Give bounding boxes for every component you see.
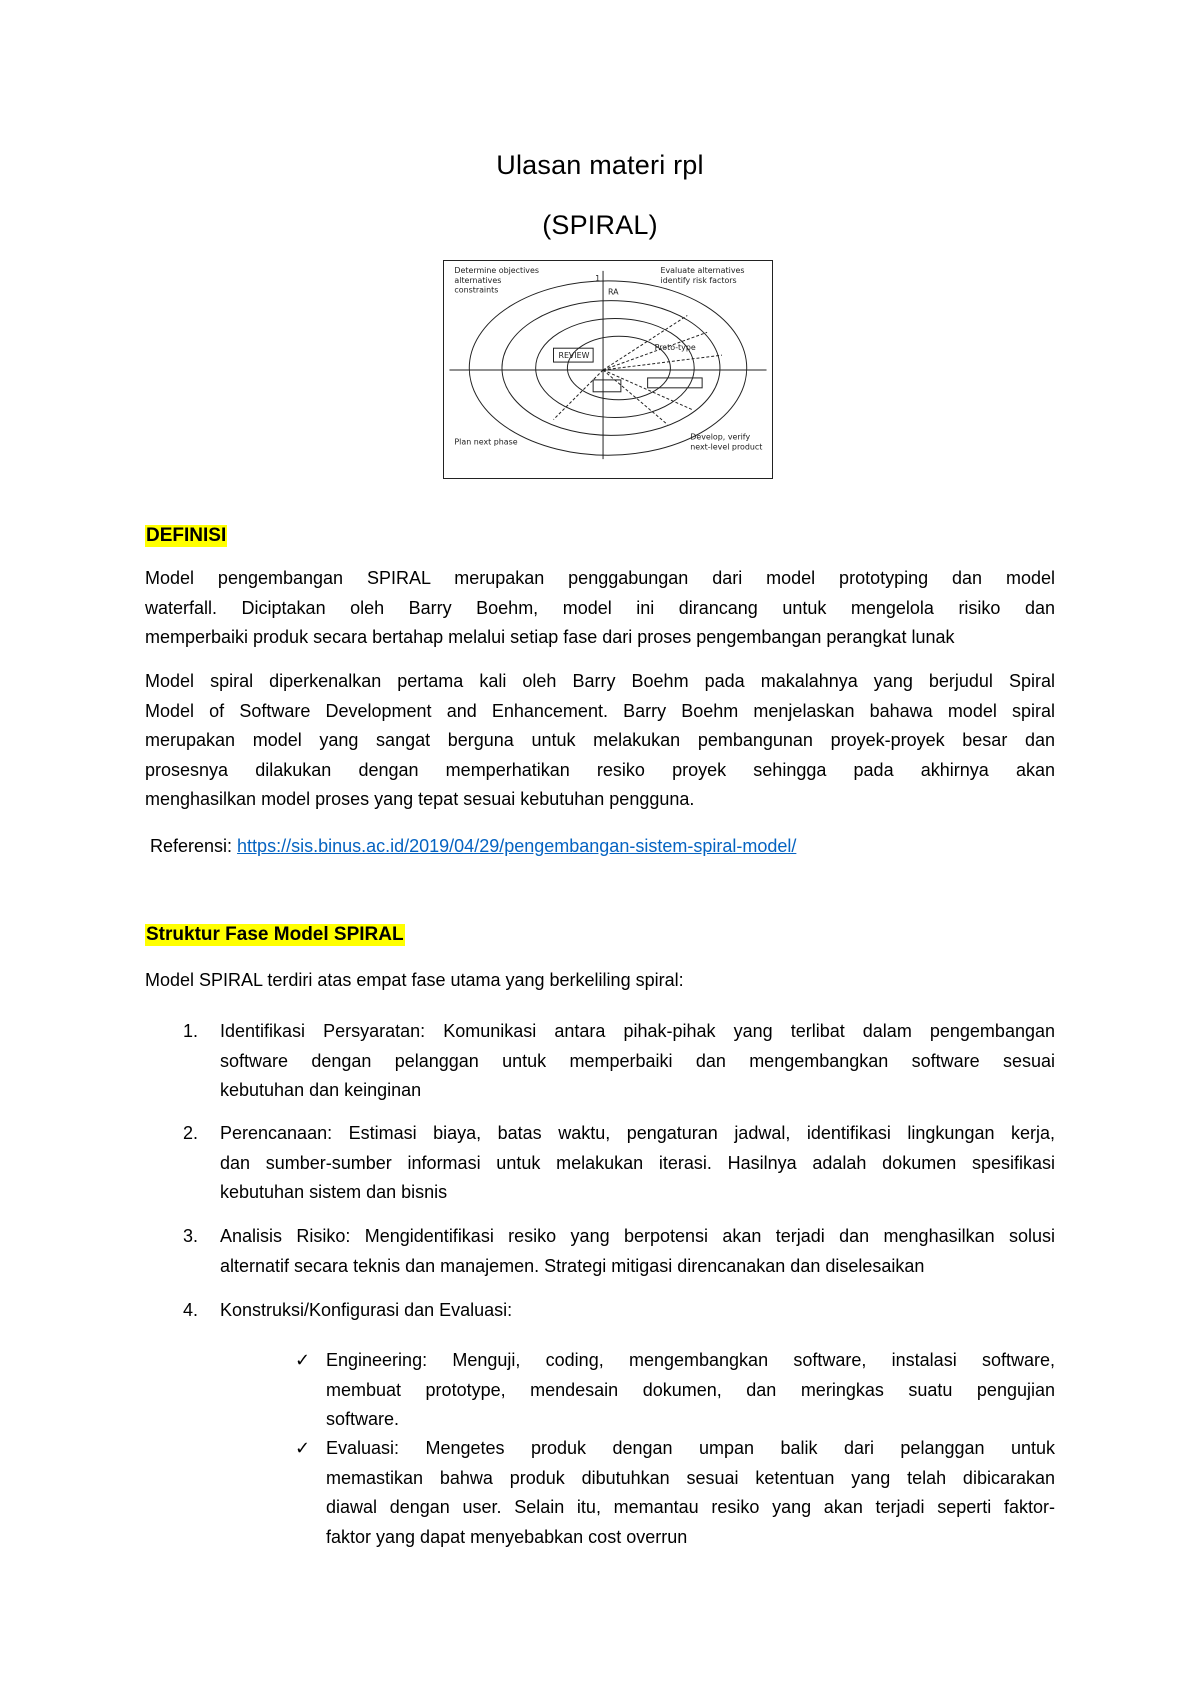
definisi-paragraph-2	[145, 667, 1055, 815]
text-line: menghasilkan model proses yang tepat sesuai kebutuhan pengguna.	[145, 789, 695, 809]
text-line: diawal dengan user. Selain itu, memantau resiko yang akan terjadi seperti faktor-	[326, 1497, 1055, 1517]
list-number: 4.	[183, 1300, 199, 1320]
section-heading-struktur: Struktur Fase Model SPIRAL	[146, 924, 404, 945]
text-line: memperbaiki produk secara bertahap melalui setiap fase dari proses pengembangan perangkat lunak	[145, 627, 955, 647]
diagram-label-review: REVIEW	[558, 351, 590, 361]
text-line: Model of Software Development and Enhancement. Barry Boehm menjelaskan bahawa model spiral	[145, 700, 1055, 721]
list-number: 3.	[183, 1226, 199, 1246]
diagram-label-tl-1: Determine objectives	[454, 265, 539, 275]
diagram-label-tr-1: Evaluate alternatives	[660, 265, 745, 275]
text-line: software dengan pelanggan untuk memperbaiki dan mengembangkan software sesuai	[220, 1050, 1055, 1071]
diagram-label-bl: Plan next phase	[454, 437, 518, 447]
text-line: alternatif secara teknis dan manajemen. Strategi mitigasi direncanakan dan diselesaikan	[220, 1255, 925, 1276]
reference-link[interactable]: https://sis.binus.ac.id/2019/04/29/pengembangan-sistem-spiral-model/	[237, 836, 797, 856]
text-line: faktor yang dapat menyebabkan cost overrun	[326, 1526, 688, 1547]
checkmark-icon: ✓	[295, 1350, 311, 1370]
diagram-label-tl-3: constraints	[454, 285, 499, 295]
text-line: kebutuhan sistem dan bisnis	[220, 1182, 448, 1202]
text-line: Perencanaan: Estimasi biaya, batas waktu, pengaturan jadwal, identifikasi lingkungan kerja,	[220, 1123, 1055, 1143]
diagram-label-tl-2: alternatives	[454, 275, 502, 285]
text-line: Model spiral diperkenalkan pertama kali oleh Barry Boehm pada makalahnya yang berjudul Spiral	[145, 671, 1055, 691]
diagram-label-br-1: Develop, verify	[690, 432, 751, 442]
struktur-intro	[145, 966, 1055, 996]
definisi-paragraph-1	[145, 564, 1055, 653]
text-line: memastikan bahwa produk dibutuhkan sesuai ketentuan yang telah dibicarakan	[326, 1467, 1055, 1488]
spiral-model-diagram	[443, 260, 773, 479]
text-line: Model SPIRAL terdiri atas empat fase utama yang berkeliling spiral:	[145, 970, 684, 990]
document-subtitle: (SPIRAL)	[542, 210, 658, 240]
diagram-label-number: 1	[595, 273, 601, 283]
text-line: Model pengembangan SPIRAL merupakan penggabungan dari model prototyping dan model	[145, 568, 1055, 588]
checkmark-icon: ✓	[295, 1438, 311, 1458]
text-line: Evaluasi: Mengetes produk dengan umpan balik dari pelanggan untuk	[326, 1438, 1055, 1458]
reference-line	[150, 836, 796, 857]
list-number: 1.	[183, 1021, 199, 1041]
diagram-label-ra: RA	[608, 287, 619, 297]
text-line: waterfall. Diciptakan oleh Barry Boehm, model ini dirancang untuk mengelola risiko dan	[145, 597, 1055, 618]
text-line: software.	[326, 1409, 400, 1429]
diagram-label-tr-2: identify risk factors	[660, 275, 737, 285]
text-line: membuat prototype, mendesain dokumen, dan meringkas suatu pengujian	[326, 1379, 1055, 1400]
diagram-label-br-2: next-level product	[690, 442, 763, 452]
diagram-label-proto: Proto-type	[654, 343, 696, 353]
text-line: merupakan model yang sangat berguna untuk melakukan pembangunan proyek-proyek besar dan	[145, 730, 1055, 750]
document-title: Ulasan materi rpl	[496, 150, 704, 180]
reference-label: Referensi:	[150, 836, 238, 856]
text-line: kebutuhan dan keinginan	[220, 1080, 422, 1100]
text-line: Engineering: Menguji, coding, mengembangkan software, instalasi software,	[326, 1350, 1055, 1370]
text-line: Konstruksi/Konfigurasi dan Evaluasi:	[220, 1300, 513, 1320]
text-line: Identifikasi Persyaratan: Komunikasi antara pihak-pihak yang terlibat dalam pengembangan	[220, 1021, 1055, 1041]
list-number: 2.	[183, 1123, 199, 1143]
text-line: Analisis Risiko: Mengidentifikasi resiko yang berpotensi akan terjadi dan menghasilkan solusi	[220, 1226, 1055, 1246]
text-line: dan sumber-sumber informasi untuk melakukan iterasi. Hasilnya adalah dokumen spesifikasi	[220, 1152, 1055, 1173]
section-heading-definisi: DEFINISI	[146, 525, 227, 546]
text-line: prosesnya dilakukan dengan memperhatikan resiko proyek sehingga pada akhirnya akan	[145, 759, 1055, 780]
